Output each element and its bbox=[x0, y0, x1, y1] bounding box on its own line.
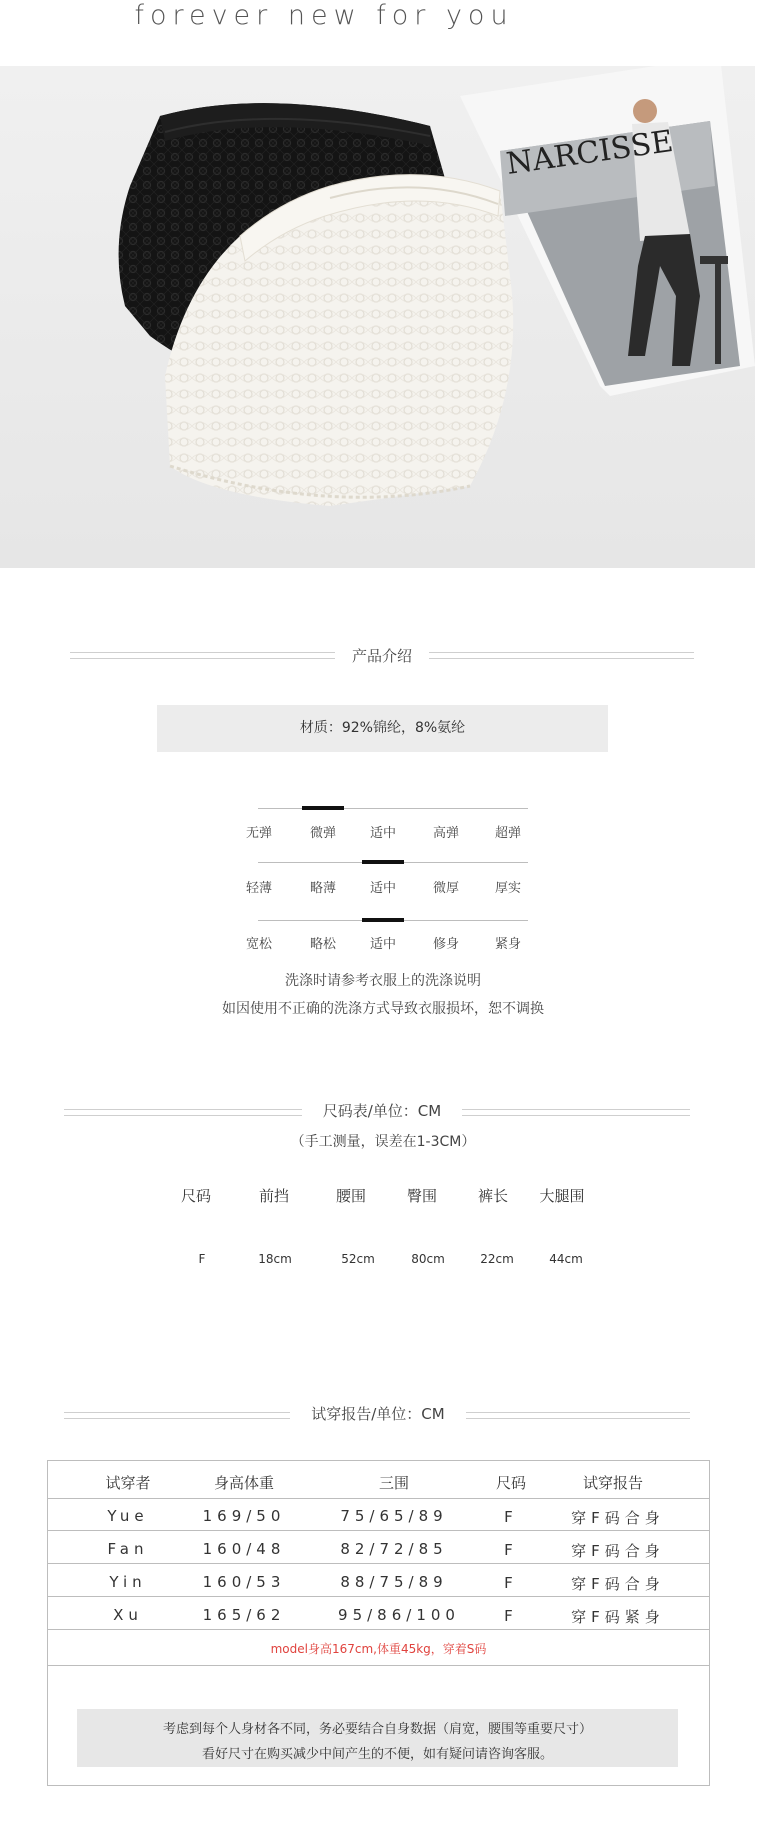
product-photo bbox=[0, 66, 755, 568]
tryon-cell: 165/62 bbox=[202, 1606, 286, 1624]
tryon-row-divider bbox=[47, 1596, 710, 1597]
section-divider-left bbox=[70, 652, 335, 659]
tryon-header: 尺码 bbox=[495, 1474, 526, 1492]
fit-option: 略松 bbox=[309, 937, 336, 952]
tryon-cell: 160/53 bbox=[202, 1573, 286, 1591]
elasticity-option: 高弹 bbox=[432, 826, 459, 841]
tryon-header: 三围 bbox=[378, 1474, 409, 1492]
fit-option: 修身 bbox=[432, 937, 459, 952]
section-title-product-intro: 产品介绍 bbox=[351, 647, 412, 665]
magazine-title: NARCISSE bbox=[504, 123, 676, 182]
size-chart-header: 尺码 bbox=[180, 1187, 211, 1205]
tryon-cell: 穿F码合身 bbox=[571, 1575, 665, 1593]
tryon-row-divider bbox=[47, 1563, 710, 1564]
tryon-cell: 75/65/89 bbox=[340, 1507, 448, 1525]
tryon-cell: 82/72/85 bbox=[340, 1540, 448, 1558]
elasticity-scale-line bbox=[258, 808, 528, 809]
wash-note-2: 如因使用不正确的洗涤方式导致衣服损坏，恕不调换 bbox=[222, 1001, 544, 1017]
size-chart-cell: 22cm bbox=[480, 1252, 514, 1266]
tryon-cell: F bbox=[504, 1607, 518, 1625]
size-chart-subtitle: （手工测量，误差在1-3CM） bbox=[290, 1134, 476, 1150]
elasticity-option: 适中 bbox=[369, 826, 396, 841]
tryon-header: 身高体重 bbox=[213, 1474, 274, 1492]
size-chart-cell: 18cm bbox=[258, 1252, 292, 1266]
fit-option: 紧身 bbox=[494, 937, 521, 952]
sizing-notice-line-2: 看好尺寸在购买减少中间产生的不便，如有疑问请咨询客服。 bbox=[201, 1747, 553, 1762]
tryon-row-divider bbox=[47, 1629, 710, 1630]
sizing-notice-line-1: 考虑到每个人身材各不同，务必要结合自身数据（肩宽，腰围等重要尺寸） bbox=[162, 1722, 592, 1737]
thickness-option: 微厚 bbox=[432, 881, 459, 896]
elasticity-option: 微弹 bbox=[309, 826, 336, 841]
size-chart-cell: 52cm bbox=[341, 1252, 375, 1266]
fit-option: 适中 bbox=[369, 937, 396, 952]
tryon-header: 试穿报告 bbox=[582, 1474, 643, 1492]
thickness-option: 略薄 bbox=[309, 881, 336, 896]
section-divider-right bbox=[429, 652, 694, 659]
material-info: 材质：92%锦纶，8%氨纶 bbox=[157, 705, 608, 752]
tryon-cell: F bbox=[504, 1508, 518, 1526]
section-divider-left bbox=[64, 1109, 302, 1116]
size-chart-cell: 80cm bbox=[411, 1252, 445, 1266]
size-chart-header: 前挡 bbox=[258, 1187, 289, 1205]
size-chart-cell: F bbox=[198, 1252, 206, 1266]
tryon-cell: Yue bbox=[107, 1507, 149, 1525]
fit-option: 宽松 bbox=[245, 937, 272, 952]
tryon-row-divider bbox=[47, 1530, 710, 1531]
tryon-cell: 穿F码紧身 bbox=[571, 1608, 665, 1626]
tryon-cell: Yin bbox=[109, 1573, 147, 1591]
size-chart-header: 臀围 bbox=[406, 1187, 437, 1205]
wash-note-1: 洗涤时请参考衣服上的洗涤说明 bbox=[285, 973, 481, 989]
tryon-cell: 169/50 bbox=[202, 1507, 286, 1525]
thickness-option: 轻薄 bbox=[245, 881, 272, 896]
tryon-cell: 88/75/89 bbox=[340, 1573, 448, 1591]
tryon-cell: 穿F码合身 bbox=[571, 1542, 665, 1560]
tryon-cell: 穿F码合身 bbox=[571, 1509, 665, 1527]
size-chart-header: 腰围 bbox=[335, 1187, 366, 1205]
section-title-size-chart: 尺码表/单位：CM bbox=[322, 1102, 442, 1120]
section-divider-right bbox=[462, 1109, 690, 1116]
tryon-cell: Xu bbox=[113, 1606, 143, 1624]
sizing-notice bbox=[77, 1709, 678, 1767]
tryon-cell: 95/86/100 bbox=[338, 1606, 460, 1624]
tryon-row-divider bbox=[47, 1665, 710, 1666]
section-title-tryon: 试穿报告/单位：CM bbox=[311, 1405, 445, 1423]
section-divider-right bbox=[466, 1412, 690, 1419]
size-chart-header: 大腿围 bbox=[539, 1187, 585, 1205]
thickness-option: 适中 bbox=[369, 881, 396, 896]
tryon-cell: Fan bbox=[107, 1540, 149, 1558]
size-chart-cell: 44cm bbox=[549, 1252, 583, 1266]
tryon-header: 试穿者 bbox=[105, 1474, 151, 1492]
fit-selected-marker bbox=[362, 918, 404, 922]
size-chart-header: 裤长 bbox=[477, 1187, 508, 1205]
tryon-cell: F bbox=[504, 1574, 518, 1592]
slogan: forever new for you bbox=[134, 0, 514, 31]
elasticity-selected-marker bbox=[302, 806, 344, 810]
section-divider-left bbox=[64, 1412, 290, 1419]
elasticity-option: 超弹 bbox=[494, 826, 521, 841]
thickness-selected-marker bbox=[362, 860, 404, 864]
elasticity-option: 无弹 bbox=[245, 826, 272, 841]
tryon-row-divider bbox=[47, 1498, 710, 1499]
tryon-cell: 160/48 bbox=[202, 1540, 286, 1558]
thickness-option: 厚实 bbox=[494, 881, 521, 896]
tryon-cell: F bbox=[504, 1541, 518, 1559]
hero-product-photo bbox=[0, 66, 755, 568]
model-note: model身高167cm,体重45kg，穿着S码 bbox=[270, 1642, 487, 1656]
